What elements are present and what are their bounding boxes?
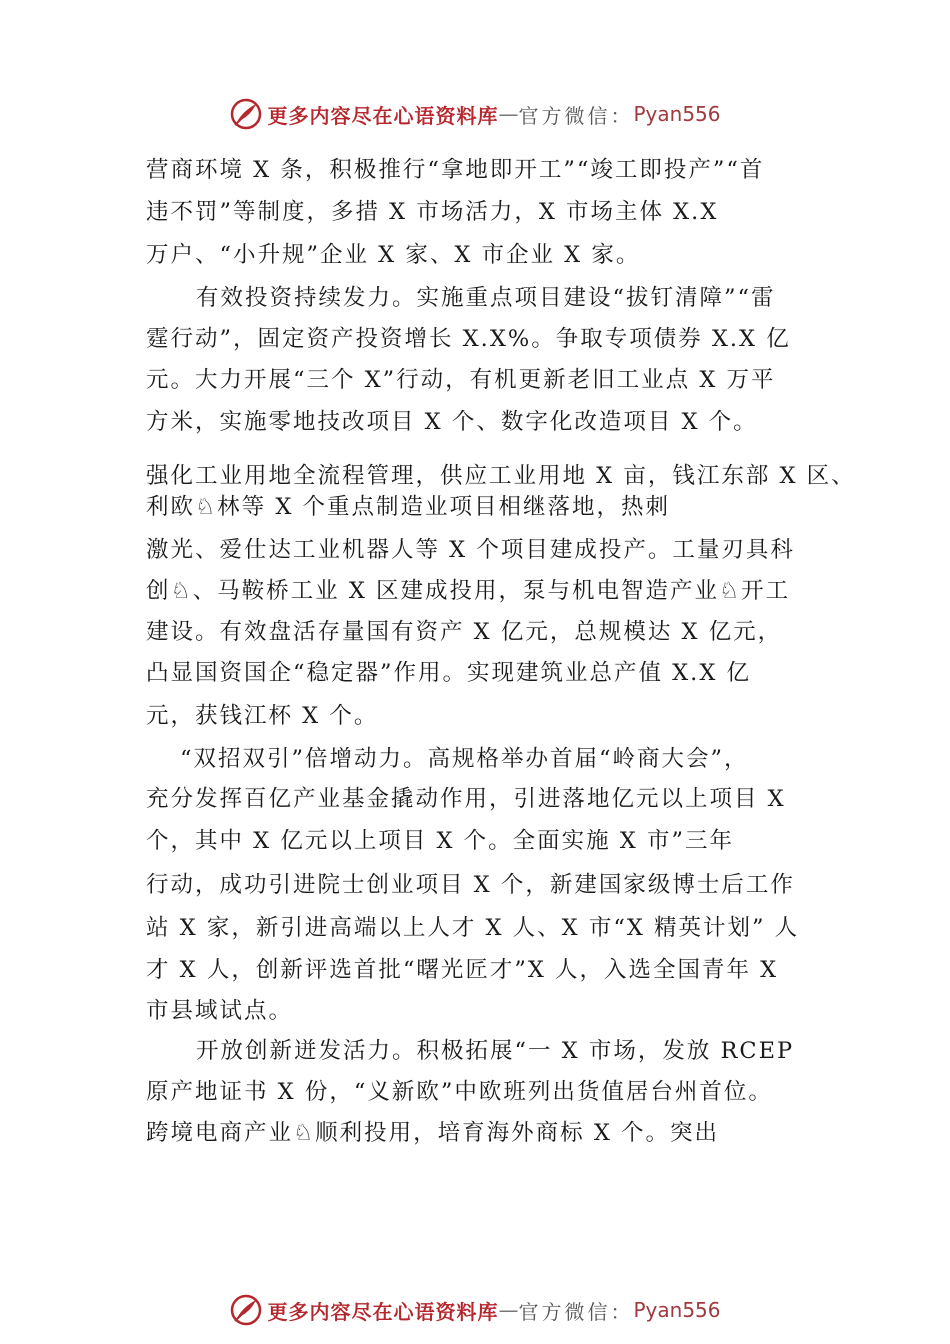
quill-logo-icon	[229, 1293, 263, 1327]
text-line: 万户、“小升规”企业 X 家、X 市企业 X 家。	[146, 242, 641, 268]
text-line: 有效投资持续发力。实施重点项目建设“拔钉清障”“雷	[196, 285, 776, 311]
text-line: 违不罚”等制度，多措 X 市场活力，X 市场主体 X.X	[146, 199, 719, 225]
text-line: 行动，成功引进院士创业项目 X 个，新建国家级博士后工作	[146, 872, 795, 898]
text-line: “双招双引”倍增动力。高规格举办首届“岭商大会”，	[180, 746, 749, 772]
text-line: 元。大力开展“三个 X”行动，有机更新老旧工业点 X 万平	[146, 367, 776, 393]
footer-wechat-id: Pyan556	[633, 1298, 721, 1322]
header-wechat-id: Pyan556	[633, 102, 721, 126]
footer-wechat-label: 官方微信：	[518, 1299, 634, 1324]
footer-brand: 更多内容尽在心语资料库	[267, 1299, 499, 1324]
text-line: 方米，实施零地技改项目 X 个、数字化改造项目 X 个。	[146, 409, 758, 435]
text-line: 霆行动”，固定资产投资增长 X.X%。争取专项债券 X.X 亿	[146, 326, 791, 352]
text-line: 市县域试点。	[146, 998, 294, 1024]
text-line: 建设。有效盘活存量国有资产 X 亿元，总规模达 X 亿元，	[146, 619, 783, 645]
header-wechat-label: 官方微信：	[518, 103, 634, 128]
text-line: 跨境电商产业♘顺利投用，培育海外商标 X 个。突出	[146, 1120, 719, 1146]
text-line: 原产地证书 X 份，“义新欧”中欧班列出货值居台州首位。	[146, 1079, 773, 1105]
text-line: 个，其中 X 亿元以上项目 X 个。全面实施 X 市”三年	[146, 828, 734, 854]
text-line: 激光、爱仕达工业机器人等 X 个项目建成投产。工量刃具科	[146, 537, 795, 563]
footer-banner	[0, 1290, 950, 1330]
text-line: 创♘、马鞍桥工业 X 区建成投用，泵与机电智造产业♘开工	[146, 578, 791, 604]
text-line: 站 X 家，新引进高端以上人才 X 人、X 市“X 精英计划” 人	[146, 915, 800, 941]
text-line: 强化工业用地全流程管理，供应工业用地 X 亩，钱江东部 X 区、	[146, 463, 856, 489]
text-line: 利欧♘林等 X 个重点制造业项目相继落地，热刺	[146, 494, 670, 520]
text-line: 才 X 人，创新评选首批“曙光匠才”X 人，入选全国青年 X	[146, 957, 779, 983]
text-line: 开放创新迸发活力。积极拓展“一 X 市场，发放 RCEP	[196, 1038, 795, 1064]
text-line: 营商环境 X 条，积极推行“拿地即开工”“竣工即投产”“首	[146, 157, 765, 183]
header-brand: 更多内容尽在心语资料库	[267, 103, 499, 128]
footer-dash: —	[498, 1298, 519, 1322]
text-line: 凸显国资国企“稳定器”作用。实现建筑业总产值 X.X 亿	[146, 660, 751, 686]
text-line: 元，获钱江杯 X 个。	[146, 703, 379, 729]
header-dash: —	[498, 102, 519, 126]
text-line: 充分发挥百亿产业基金撬动作用，引进落地亿元以上项目 X	[146, 786, 786, 812]
